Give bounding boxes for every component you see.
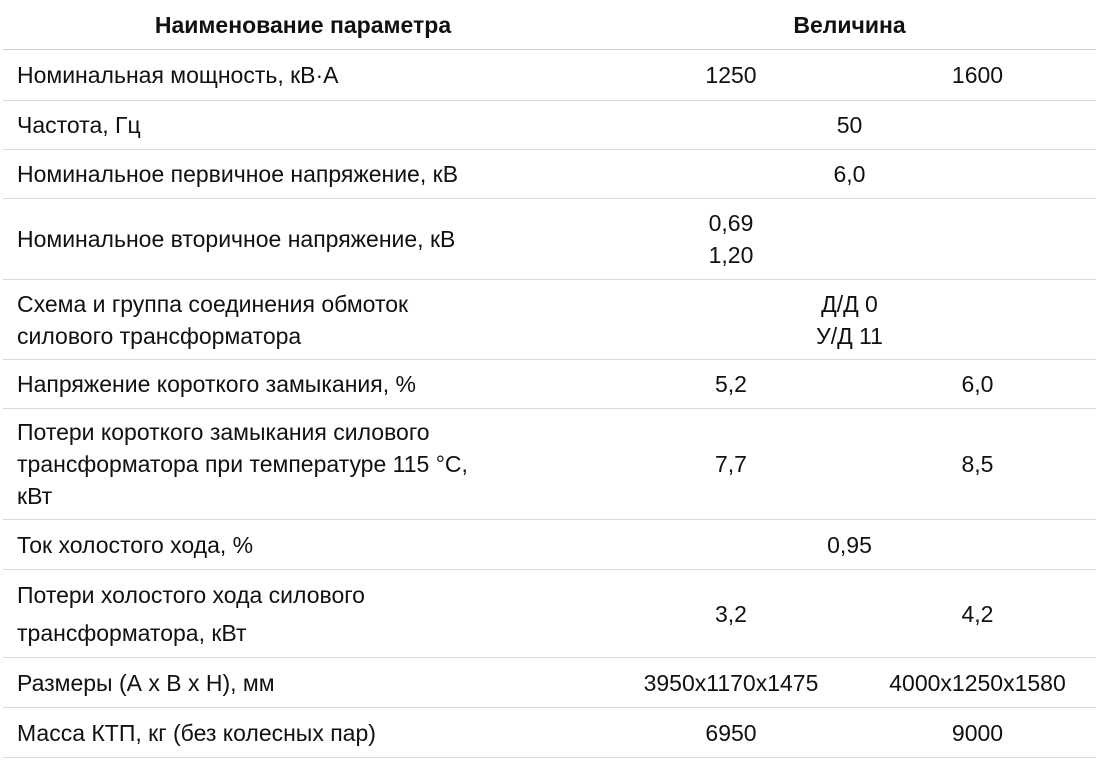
- value-text: 0,95: [827, 531, 872, 558]
- value-cell: [603, 529, 1096, 561]
- param-text: Номинальная мощность, кВ·А: [17, 62, 339, 88]
- param-text: трансформатора, кВт: [17, 619, 247, 646]
- param-text: силового трансформатора: [17, 322, 302, 349]
- value-cell: 5,2: [715, 371, 747, 397]
- value-cell: [603, 207, 859, 271]
- value-cell: 1250: [705, 62, 757, 88]
- value-cell: 6950: [705, 719, 757, 746]
- value-cell: [603, 158, 1096, 190]
- table-row: [3, 280, 1096, 360]
- value-cell: 3950х1170х1475: [643, 669, 819, 696]
- table-row: [3, 101, 1096, 150]
- value-cell: 6,0: [961, 371, 994, 397]
- value-cell: 4000х1250х1580: [889, 669, 1066, 696]
- table-row: [3, 570, 1096, 658]
- param-cell: [3, 109, 603, 141]
- param-text: Номинальное вторичное напряжение, кВ: [17, 226, 456, 252]
- param-cell: [3, 368, 603, 400]
- value-cell: 9000: [951, 719, 1004, 746]
- param-cell: [3, 59, 603, 91]
- param-cell: [3, 576, 603, 652]
- param-text: Схема и группа соединения обмоток: [17, 290, 409, 317]
- param-cell: [3, 288, 603, 352]
- param-text: Потери холостого хода силового: [17, 581, 365, 608]
- value-text: 50: [836, 112, 863, 138]
- table-row: [3, 409, 1096, 520]
- param-text: кВт: [17, 483, 53, 509]
- table-row: [3, 360, 1096, 409]
- header-param: Наименование параметра: [154, 11, 452, 38]
- value-cell: 7,7: [715, 451, 747, 477]
- param-text: Ток холостого хода, %: [17, 531, 254, 558]
- param-text: Размеры (А х В х Н), мм: [17, 669, 275, 696]
- value-cell: [603, 109, 1096, 141]
- param-text: трансформатора при температуре 115 °С,: [17, 451, 468, 477]
- param-text: Масса КТП, кг (без колесных пар): [17, 719, 376, 746]
- table-row: [3, 658, 1096, 708]
- param-text: Потери короткого замыкания силового: [17, 419, 430, 445]
- table-row: [3, 708, 1096, 758]
- value-cell: 1600: [951, 62, 1004, 88]
- param-cell: [3, 158, 603, 190]
- table-row: [3, 50, 1096, 101]
- value-text: У/Д 11: [816, 322, 883, 349]
- table-header-row: [3, 0, 1096, 50]
- value-text: 0,69: [708, 210, 754, 236]
- value-cell: [603, 288, 1096, 352]
- value-text: 6,0: [833, 161, 866, 187]
- param-text: Номинальное первичное напряжение, кВ: [17, 161, 459, 187]
- param-cell: [3, 667, 603, 699]
- value-cell: 3,2: [715, 600, 747, 627]
- table-row: [3, 150, 1096, 199]
- param-text: Напряжение короткого замыкания, %: [17, 371, 416, 397]
- table-row: [3, 520, 1096, 570]
- header-value: Величина: [793, 11, 906, 38]
- param-cell: [3, 223, 603, 255]
- param-text: Частота, Гц: [17, 112, 141, 138]
- value-cell: 8,5: [961, 451, 994, 477]
- param-cell: [3, 416, 603, 512]
- param-cell: [3, 529, 603, 561]
- parameters-table: [3, 0, 1096, 758]
- value-text: Д/Д 0: [821, 290, 878, 317]
- param-cell: [3, 717, 603, 749]
- table-row: [3, 199, 1096, 280]
- value-cell: 4,2: [961, 600, 994, 627]
- value-text: 1,20: [708, 242, 754, 268]
